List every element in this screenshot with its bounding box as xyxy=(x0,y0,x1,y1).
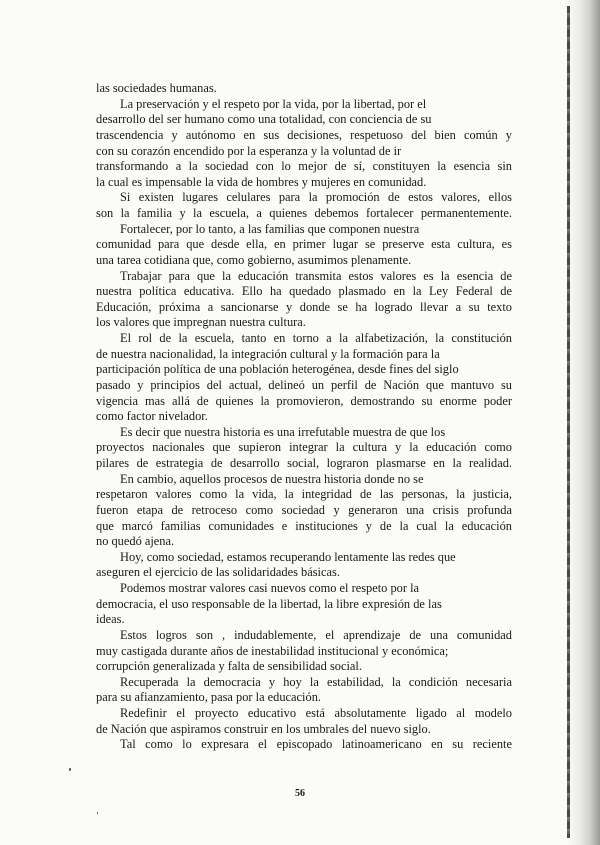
body-text xyxy=(96,81,512,753)
scan-speck xyxy=(69,768,71,771)
text-line: las sociedades humanas. xyxy=(96,81,217,95)
text-line: Redefinir el proyecto educativo está absolutamente ligado al modelo xyxy=(120,706,512,720)
scanned-page-edge xyxy=(566,0,600,845)
text-line: fueron etapa de retroceso como sociedad y generaron una crisis profunda xyxy=(96,502,512,517)
text-line: respetaron valores como la vida, la integridad de las personas, la justicia, xyxy=(96,487,512,502)
text-line: Es decir que nuestra historia es una irrefutable muestra de que los xyxy=(120,424,446,439)
text-line: transformando a la sociedad con lo mejor de sí, constituyen la esencia sin xyxy=(96,159,512,174)
text-line: no quedó ajena. xyxy=(96,534,175,549)
text-line: son la familia y la escuela, a quienes debemos fortalecer permanentemente. xyxy=(96,206,512,220)
text-line: El rol de la escuela, tanto en torno a la alfabetización, la constitución xyxy=(120,331,512,345)
text-line: Educación, próxima a sancionarse y donde se ha logrado llevar a su texto xyxy=(96,299,512,314)
text-line: la cual es impensable la vida de hombres y mujeres en comunidad. xyxy=(96,174,427,189)
text-line: vigencia mas allá de quienes la promovieron, demostrando su enorme poder xyxy=(96,393,512,408)
text-line: para su afianzamiento, pasa por la educación. xyxy=(96,690,321,705)
text-line: Podemos mostrar valores casi nuevos como el respeto por la xyxy=(120,581,420,595)
text-line: los valores que impregnan nuestra cultura. xyxy=(96,315,306,330)
text-line: corrupción generalizada y falta de sensibilidad social. xyxy=(96,659,362,674)
text-line: trascendencia y autónomo en sus decisiones, respetuoso del bien común y xyxy=(96,127,512,142)
text-line: pilares de estrategia de desarrollo social, lograron plasmarse en la realidad. xyxy=(96,456,512,470)
text-line: proyectos nacionales que supieron integrar la cultura y la educación como xyxy=(96,440,512,455)
text-line: aseguren el ejercicio de las solidaridades básicas. xyxy=(96,565,340,580)
text-line: En cambio, aquellos procesos de nuestra historia donde no se xyxy=(120,471,424,486)
text-line: Si existen lugares celulares para la promoción de estos valores, ellos xyxy=(120,190,512,205)
text-line: participación política de una población heterogénea, desde fines del siglo xyxy=(96,362,459,377)
text-line: muy castigada durante años de inestabilidad institucional y económica; xyxy=(96,643,449,658)
text-line: Hoy, como sociedad, estamos recuperando lentamente las redes que xyxy=(120,549,456,564)
text-line: comunidad para que desde ella, en primer lugar se preserve esta cultura, es xyxy=(96,237,512,252)
text-line: con su corazón encendido por la esperanza y la voluntad de ir xyxy=(96,143,402,158)
text-line: una tarea cotidiana que, como gobierno, asumimos plenamente. xyxy=(96,252,412,267)
text-line: nuestra política educativa. Ello ha quedado plasmado en la Ley Federal de xyxy=(96,284,512,299)
text-line: Estos logros son , indudablemente, el aprendizaje de una comunidad xyxy=(120,627,512,642)
text-line: de Nación que aspiramos construir en los umbrales del nuevo siglo. xyxy=(96,721,431,736)
text-line: La preservación y el respeto por la vida, por la libertad, por el xyxy=(120,96,427,111)
text-line: que marcó familias comunidades e instituciones y de la cual la educación xyxy=(96,518,512,533)
text-line: Trabajar para que la educación transmita estos valores es la esencia de xyxy=(120,268,512,283)
text-line: ideas. xyxy=(96,612,125,627)
text-line: de nuestra nacionalidad, la integración cultural y la formación para la xyxy=(96,346,440,361)
text-line: desarrollo del ser humano como una totalidad, con conciencia de su xyxy=(96,112,432,127)
text-line: Tal como lo expresara el episcopado latinoamericano en su reciente xyxy=(120,737,512,752)
binding-shadow-line xyxy=(567,6,570,838)
text-line: Fortalecer, por lo tanto, a las familias que componen nuestra xyxy=(120,221,420,236)
scan-speck xyxy=(97,812,98,814)
text-line: pasado y principios del actual, delineó un perfil de Nación que mantuvo su xyxy=(96,377,512,392)
text-line: democracia, el uso responsable de la libertad, la libre expresión de las xyxy=(96,596,442,611)
text-line: Recuperada la democracia y hoy la estabilidad, la condición necesaria xyxy=(120,674,512,689)
page-number: 56 xyxy=(295,788,305,799)
text-line: como factor nivelador. xyxy=(96,409,208,424)
